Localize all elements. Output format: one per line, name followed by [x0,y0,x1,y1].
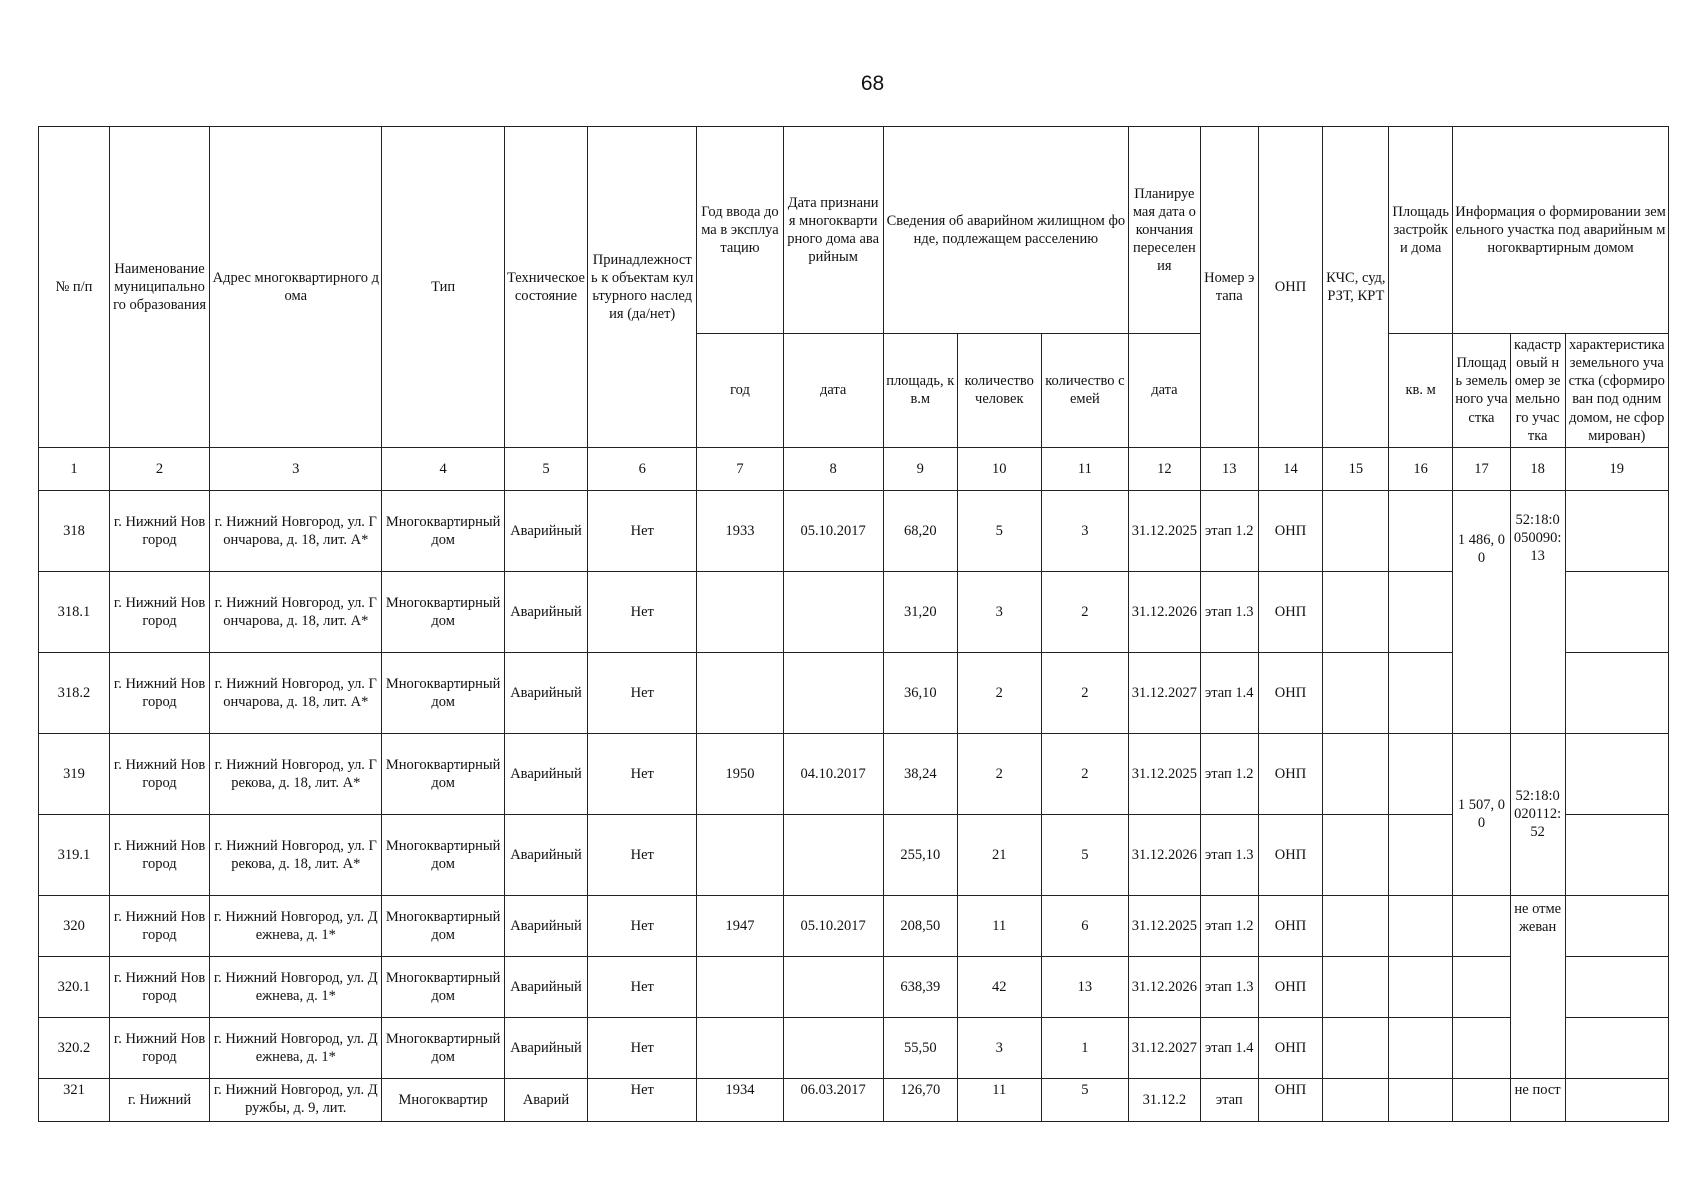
row-year [697,814,783,895]
row-address: г. Нижний Новгород, ул. Гончарова, д. 18, лит. А* [210,571,382,652]
row-address: г. Нижний Новгород, ул. Дежнева, д. 1* [210,956,382,1017]
header-plot-area: Площадь земельного участка [1453,334,1511,448]
row-state: Аварийный [504,814,587,895]
row-num: 320.2 [39,1017,110,1078]
row-state: Аварийный [504,956,587,1017]
row-municipality: г. Нижний Новгород [109,652,209,733]
header-stage: Номер этапа [1200,127,1258,448]
row-plot-area [1453,895,1511,956]
header-year: Год ввода дома в эксплуатацию [697,127,783,334]
row-plot-char [1565,814,1668,895]
col-number: 9 [883,447,957,490]
row-people: 5 [957,490,1041,571]
row-type: Многоквартирный дом [382,652,505,733]
row-families: 13 [1041,956,1128,1017]
table-row [39,652,1669,733]
row-plan-date: 31.12.2025 [1128,490,1200,571]
row-date [783,652,883,733]
row-num: 320.1 [39,956,110,1017]
row-state: Аварийный [504,652,587,733]
row-area: 255,10 [883,814,957,895]
group-cadastral-note: не отмежеван [1510,895,1565,1078]
col-number: 16 [1389,447,1453,490]
col-number: 14 [1258,447,1323,490]
header-plot-char: характеристика земельного участка (сформирован под одним домом, не сформирован) [1565,334,1668,448]
col-number: 19 [1565,447,1668,490]
row-people: 2 [957,652,1041,733]
row-num: 318.1 [39,571,110,652]
row-type: Многоквартирный дом [382,571,505,652]
header-tech-state: Техническое состояние [504,127,587,448]
row-families: 5 [1041,814,1128,895]
emergency-housing-table [38,126,1669,1122]
row-kchs [1323,895,1389,956]
row-plan-date: 31.12.2025 [1128,895,1200,956]
row-area: 55,50 [883,1017,957,1078]
col-number: 11 [1041,447,1128,490]
row-area: 126,70 [883,1078,957,1121]
row-type: Многоквартир [382,1078,505,1121]
row-build-area [1389,814,1453,895]
row-heritage: Нет [588,571,697,652]
row-plan-date: 31.12.2026 [1128,571,1200,652]
row-heritage: Нет [588,652,697,733]
row-stage: этап 1.4 [1200,652,1258,733]
row-kchs [1323,490,1389,571]
row-year [697,571,783,652]
row-stage: этап [1200,1078,1258,1121]
row-municipality: г. Нижний Новгород [109,956,209,1017]
row-date [783,1017,883,1078]
row-stage: этап 1.4 [1200,1017,1258,1078]
row-heritage: Нет [588,814,697,895]
col-number: 5 [504,447,587,490]
row-type: Многоквартирный дом [382,814,505,895]
row-plan-date: 31.12.2 [1128,1078,1200,1121]
row-people: 3 [957,1017,1041,1078]
row-date: 04.10.2017 [783,733,883,814]
row-state: Аварийный [504,571,587,652]
row-address: г. Нижний Новгород, ул. Дружбы, д. 9, лит. [210,1078,382,1121]
row-type: Многоквартирный дом [382,895,505,956]
header-address: Адрес многоквартирного дома [210,127,382,448]
row-plot-char [1565,652,1668,733]
col-number: 6 [588,447,697,490]
row-year: 1950 [697,733,783,814]
row-area: 31,20 [883,571,957,652]
col-number: 18 [1510,447,1565,490]
row-build-area [1389,652,1453,733]
header-row [39,127,1669,334]
row-year: 1934 [697,1078,783,1121]
row-num: 319.1 [39,814,110,895]
col-number: 7 [697,447,783,490]
row-year [697,652,783,733]
table-row [39,956,1669,1017]
row-address: г. Нижний Новгород, ул. Гончарова, д. 18, лит. А* [210,490,382,571]
row-onp: ОНП [1258,1078,1323,1121]
row-municipality: г. Нижний [109,1078,209,1121]
row-area: 638,39 [883,956,957,1017]
row-num: 318.2 [39,652,110,733]
col-number: 8 [783,447,883,490]
table-row [39,1078,1669,1121]
row-heritage: Нет [588,490,697,571]
row-address: г. Нижний Новгород, ул. Дежнева, д. 1* [210,1017,382,1078]
row-kchs [1323,733,1389,814]
row-plot-char [1565,490,1668,571]
row-stage: этап 1.2 [1200,490,1258,571]
row-onp: ОНП [1258,652,1323,733]
table-row [39,1017,1669,1078]
row-date [783,814,883,895]
row-onp: ОНП [1258,895,1323,956]
row-heritage: Нет [588,1078,697,1121]
row-kchs [1323,956,1389,1017]
row-year: 1933 [697,490,783,571]
row-num: 318 [39,490,110,571]
header-type: Тип [382,127,505,448]
row-plan-date: 31.12.2027 [1128,652,1200,733]
group-plot-area: 1 507, 00 [1453,733,1511,895]
row-stage: этап 1.3 [1200,956,1258,1017]
table-row [39,814,1669,895]
row-plot-area [1453,1078,1511,1121]
col-number: 17 [1453,447,1511,490]
row-type: Многоквартирный дом [382,490,505,571]
row-num: 320 [39,895,110,956]
row-stage: этап 1.2 [1200,733,1258,814]
row-onp: ОНП [1258,733,1323,814]
row-year [697,1017,783,1078]
subheader-year: год [697,334,783,448]
row-date: 05.10.2017 [783,895,883,956]
row-families: 2 [1041,652,1128,733]
row-plot-area [1453,1017,1511,1078]
row-plot-char [1565,956,1668,1017]
row-plot-area [1453,956,1511,1017]
row-kchs [1323,1017,1389,1078]
row-people: 2 [957,733,1041,814]
group-cadastral-number: 52:18:0020112:52 [1510,733,1565,895]
row-kchs [1323,571,1389,652]
row-onp: ОНП [1258,571,1323,652]
row-plot-char [1565,895,1668,956]
row-year: 1947 [697,895,783,956]
row-year [697,956,783,1017]
group-plot-area: 1 486, 00 [1453,490,1511,733]
header-recognition-date: Дата признания многоквартирного дома аварийным [783,127,883,334]
row-address: г. Нижний Новгород, ул. Гончарова, д. 18, лит. А* [210,652,382,733]
row-people: 42 [957,956,1041,1017]
row-municipality: г. Нижний Новгород [109,733,209,814]
page-number: 68 [860,72,885,95]
row-build-area [1389,956,1453,1017]
row-onp: ОНП [1258,490,1323,571]
row-kchs [1323,1078,1389,1121]
row-onp: ОНП [1258,1017,1323,1078]
col-number: 2 [109,447,209,490]
header-num: № п/п [39,127,110,448]
col-number: 4 [382,447,505,490]
row-onp: ОНП [1258,956,1323,1017]
header-municipality: Наименование муниципального образования [109,127,209,448]
row-build-area [1389,1078,1453,1121]
table-row [39,571,1669,652]
row-heritage: Нет [588,956,697,1017]
row-state: Аварийный [504,895,587,956]
col-number: 3 [210,447,382,490]
column-number-row [39,447,1669,490]
header-build-area: Площадь застройки дома [1389,127,1453,334]
header-land-plot: Информация о формировании земельного участка под аварийным многоквартирным домом [1453,127,1669,334]
row-area: 208,50 [883,895,957,956]
row-municipality: г. Нижний Новгород [109,814,209,895]
row-area: 36,10 [883,652,957,733]
header-planned-date: Планируемая дата окончания переселения [1128,127,1200,334]
row-state: Аварийный [504,733,587,814]
row-people: 3 [957,571,1041,652]
row-plot-char [1565,733,1668,814]
row-type: Многоквартирный дом [382,956,505,1017]
row-kchs [1323,652,1389,733]
subheader-build-area-unit: кв. м [1389,334,1453,448]
row-plot-char [1565,1017,1668,1078]
row-stage: этап 1.2 [1200,895,1258,956]
row-municipality: г. Нижний Новгород [109,895,209,956]
subheader-date: дата [783,334,883,448]
row-num: 321 [39,1078,110,1121]
row-type: Многоквартирный дом [382,733,505,814]
row-families: 6 [1041,895,1128,956]
row-build-area [1389,895,1453,956]
row-address: г. Нижний Новгород, ул. Грекова, д. 18, лит. А* [210,733,382,814]
row-plan-date: 31.12.2026 [1128,814,1200,895]
row-heritage: Нет [588,895,697,956]
header-heritage: Принадлежность к объектам культурного наследия (да/нет) [588,127,697,448]
row-municipality: г. Нижний Новгород [109,490,209,571]
table-row [39,490,1669,571]
row-municipality: г. Нижний Новгород [109,571,209,652]
subheader-plan-date: дата [1128,334,1200,448]
row-address: г. Нижний Новгород, ул. Дежнева, д. 1* [210,895,382,956]
row-families: 3 [1041,490,1128,571]
row-families: 2 [1041,733,1128,814]
row-num: 319 [39,733,110,814]
row-date [783,571,883,652]
row-plan-date: 31.12.2027 [1128,1017,1200,1078]
row-state: Аварий [504,1078,587,1121]
header-onp: ОНП [1258,127,1323,448]
row-build-area [1389,733,1453,814]
row-date [783,956,883,1017]
row-stage: этап 1.3 [1200,571,1258,652]
row-plot-char [1565,571,1668,652]
row-build-area [1389,1017,1453,1078]
row-area: 38,24 [883,733,957,814]
header-cadastral: кадастровый номер земельного участка [1510,334,1565,448]
group-cadastral-number: 52:18:0050090:13 [1510,490,1565,733]
col-number: 12 [1128,447,1200,490]
row-municipality: г. Нижний Новгород [109,1017,209,1078]
row-plot-char [1565,1078,1668,1121]
row-cadastral-note: не пост [1510,1078,1565,1121]
row-address: г. Нижний Новгород, ул. Грекова, д. 18, лит. А* [210,814,382,895]
subheader-families: количество семей [1041,334,1128,448]
row-build-area [1389,571,1453,652]
row-stage: этап 1.3 [1200,814,1258,895]
row-date: 06.03.2017 [783,1078,883,1121]
row-families: 5 [1041,1078,1128,1121]
table-row [39,733,1669,814]
row-state: Аварийный [504,490,587,571]
table-row [39,895,1669,956]
row-families: 2 [1041,571,1128,652]
row-people: 11 [957,1078,1041,1121]
col-number: 15 [1323,447,1389,490]
subheader-area: площадь, кв.м [883,334,957,448]
row-plan-date: 31.12.2026 [1128,956,1200,1017]
row-people: 21 [957,814,1041,895]
col-number: 1 [39,447,110,490]
row-area: 68,20 [883,490,957,571]
row-state: Аварийный [504,1017,587,1078]
row-families: 1 [1041,1017,1128,1078]
subheader-people: количество человек [957,334,1041,448]
row-plan-date: 31.12.2025 [1128,733,1200,814]
header-kchs: КЧС, суд, РЗТ, КРТ [1323,127,1389,448]
row-heritage: Нет [588,1017,697,1078]
row-heritage: Нет [588,733,697,814]
row-kchs [1323,814,1389,895]
row-date: 05.10.2017 [783,490,883,571]
col-number: 13 [1200,447,1258,490]
row-onp: ОНП [1258,814,1323,895]
col-number: 10 [957,447,1041,490]
row-build-area [1389,490,1453,571]
header-emergency-fund: Сведения об аварийном жилищном фонде, подлежащем расселению [883,127,1128,334]
row-type: Многоквартирный дом [382,1017,505,1078]
row-people: 11 [957,895,1041,956]
